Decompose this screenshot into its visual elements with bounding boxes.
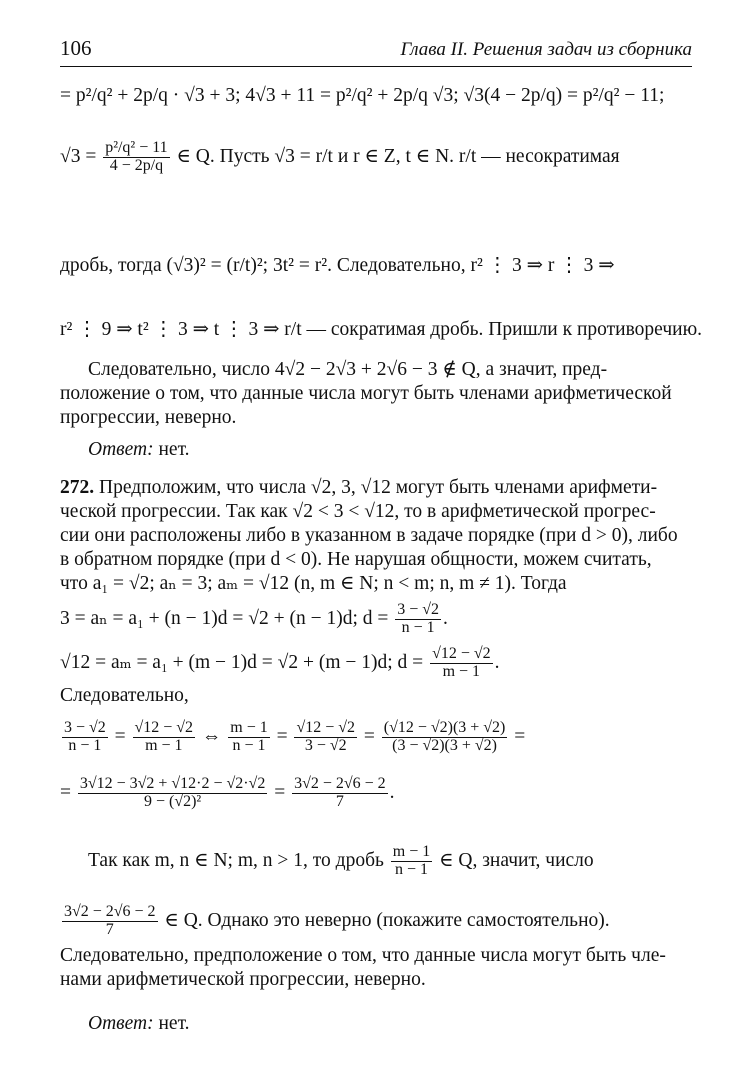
answer-value: нет. bbox=[158, 1013, 190, 1034]
problem-line bbox=[60, 476, 692, 500]
paragraph-line: Следовательно, предположение о том, что данные числа могут быть чле- bbox=[60, 945, 666, 966]
equation-line: √12 = aₘ = a₁ + (m − 1)d = √2 + (m − 1)d; d = $\frac{√12 - √2}{m - 1}$ . bbox=[60, 645, 500, 680]
paragraph-text: ∈ Q. Однако это неверно (покажите самостоятельно). bbox=[164, 909, 610, 931]
answer-value: нет. bbox=[158, 439, 190, 460]
paragraph-text: Так как m, n ∈ N; m, n > 1, то дробь bbox=[88, 849, 384, 871]
paragraph-text: ∈ Q, значит, число bbox=[439, 849, 594, 871]
answer bbox=[60, 1012, 692, 1036]
paragraph-line: Следовательно, число 4√2 − 2√3 + 2√6 − 3 ∉ Q, а значит, пред- bbox=[88, 359, 608, 380]
problem-line: что a₁ = √2; aₙ = 3; aₘ = √12 (n, m ∈ N; n < m; n, m ≠ 1). Тогда bbox=[60, 573, 567, 594]
equation-line: = $\frac{3√12 - 3√2 + √12\cdot 2 - √2\cdot√2}{\text{9 − (√2)²}}$ = $\frac{3√2 - 2√6 - 2}{7}$ . bbox=[60, 775, 395, 810]
paragraph-line: Так как m, n ∈ N; m, n > 1, то дробь $\frac{m - 1}{n - 1}$ ∈ Q, значит, число bbox=[88, 843, 594, 878]
answer-label: Ответ: bbox=[88, 1013, 154, 1034]
equation-line: = p²/q² + 2p/q · √3 + 3; 4√3 + 11 = p²/q² + 2p/q √3; √3(4 − 2p/q) = p²/q² − 11; bbox=[60, 85, 665, 106]
problem-line: сии они расположены либо в указанном в задаче порядке (при d > 0), либо bbox=[60, 525, 678, 546]
paragraph-line: $\frac{3√2 - 2√6 - 2}{7}$ ∈ Q. Однако это неверно (покажите самостоятельно). bbox=[64, 903, 610, 938]
problem-text: Предположим, что числа √2, 3, √12 могут быть членами арифмети- bbox=[99, 477, 658, 498]
fraction: $\frac{3 - √2}{n - 1}$ bbox=[397, 601, 440, 636]
fraction: $\frac{√12 - √2}{m - 1}$ bbox=[432, 645, 491, 680]
answer-label: Ответ: bbox=[88, 439, 154, 460]
fraction: $\frac{\text{p²/q² − 11}}{4 - 2p/q}$ bbox=[105, 139, 168, 174]
paragraph-line: Следовательно, bbox=[60, 685, 189, 706]
chapter-title: Глава II. Решения задач из сборника bbox=[400, 39, 692, 60]
problem-line: в обратном порядке (при d < 0). Не нарушая общности, можем считать, bbox=[60, 549, 652, 570]
equation-line: √3 = $\frac{\text{p²/q² − 11}}{4 - 2p/q}$ ∈ Q. Пусть √3 = r/t и r ∈ Z, t ∈ N. r/t — несократимая bbox=[60, 139, 620, 174]
answer bbox=[60, 438, 692, 462]
equation-text: 3 = aₙ = a₁ + (n − 1)d = √2 + (n − 1)d; d = bbox=[60, 607, 389, 629]
equation-line: дробь, тогда (√3)² = (r/t)²; 3t² = r². Следовательно, r² ⋮ 3 ⇒ r ⋮ 3 ⇒ bbox=[60, 255, 615, 276]
paragraph-line: прогрессии, неверно. bbox=[60, 407, 237, 428]
paragraph-line: положение о том, что данные числа могут быть членами арифметической bbox=[60, 383, 672, 404]
equation-text: ∈ Q. Пусть √3 = r/t и r ∈ Z, t ∈ N. r/t — несократимая bbox=[176, 145, 620, 167]
equation-line: r² ⋮ 9 ⇒ t² ⋮ 3 ⇒ t ⋮ 3 ⇒ r/t — сократимая дробь. Пришли к противоречию. bbox=[60, 319, 703, 340]
page-number: 106 bbox=[60, 36, 92, 60]
page bbox=[60, 36, 703, 1034]
equation-text: √12 = aₘ = a₁ + (m − 1)d = √2 + (m − 1)d; d = bbox=[60, 651, 424, 673]
equation-line: $\frac{3 - √2}{n - 1}$ = $\frac{√12 - √2}{m - 1}$ ⇔ $\frac{m - 1}{n - 1}$ = $\frac{√12 - √2}{3 - √2}$ = $\frac{(√12 - √2)(3 + √2)}{(3 - √2)(3 + √2)}$ = bbox=[64, 719, 526, 754]
equation-line: 3 = aₙ = a₁ + (n − 1)d = √2 + (n − 1)d; d = $\frac{3 - √2}{n - 1}$ . bbox=[60, 601, 448, 636]
page-header bbox=[60, 36, 692, 67]
paragraph-line: нами арифметической прогрессии, неверно. bbox=[60, 969, 426, 990]
problem-line: ческой прогрессии. Так как √2 < 3 < √12, то в арифметической прогрес- bbox=[60, 501, 656, 522]
problem-number: 272. bbox=[60, 477, 95, 498]
